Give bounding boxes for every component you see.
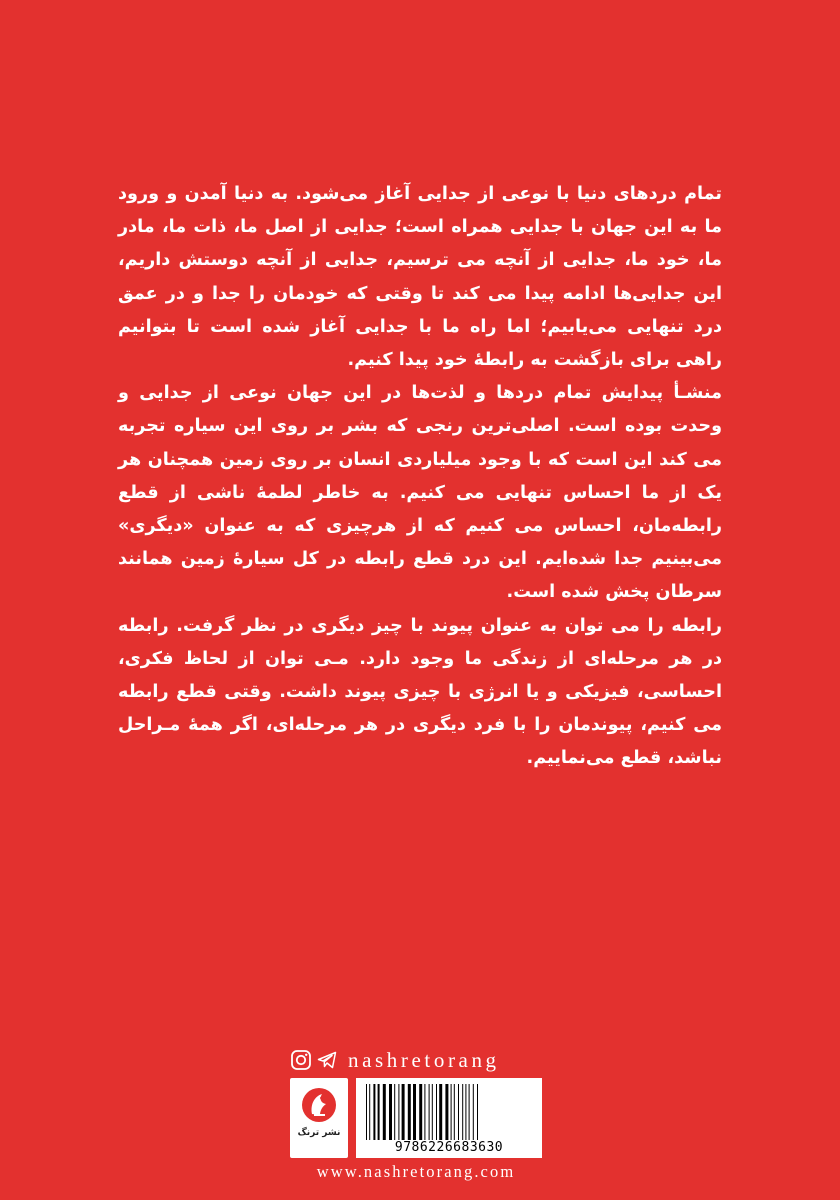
publisher-website: www.nashretorang.com — [316, 1162, 516, 1181]
barcode-bar — [432, 1084, 433, 1140]
barcode-bar — [462, 1084, 463, 1140]
barcode-bar — [389, 1084, 392, 1140]
publisher-info — [290, 1078, 542, 1160]
barcode-bar — [429, 1084, 430, 1140]
barcode-bar — [366, 1084, 367, 1140]
barcode-bar — [451, 1084, 452, 1140]
back-cover-text — [118, 178, 722, 776]
barcode-icon — [364, 1084, 534, 1140]
paragraph-3: رابطه را می توان به عنوان پیوند با چیز دیگری در نظر گرفت. رابطه در هر مرحله‌ای از زندگی ما وجود دارد. مـی توان از لحاظ فکری، احساسی، فیزیکی و یا انرژی با چیزی پیوند داشت. وقتی قطع رابطه می کنیم، پیوندمان را با فرد دیگری در هر مرحله‌ای، اگر همهٔ مـراحل نباشد، قطع می‌نماییم. — [118, 615, 722, 769]
barcode-bar — [439, 1084, 442, 1140]
barcode-bar — [394, 1084, 395, 1140]
barcode-bar — [419, 1084, 422, 1140]
instagram-icon — [290, 1049, 312, 1071]
barcode-bar — [408, 1084, 411, 1140]
isbn-number: 9786226683630 — [394, 1140, 504, 1155]
barcode-bar — [445, 1084, 448, 1140]
paragraph-1: تمام دردهای دنیا با نوعی از جدایی آغاز می‌شود. به دنیا آمدن و ورود ما به این جهان با جدایی همراه است؛ جدایی از اصل ما، ذات ما، مادر ما، خود ما، جدایی از آنچه می ترسیم، جدایی از آنچه دوستش داریم، این جدایی‌ها ادامه پیدا می کند تا وقتی که خودمان را جدا و در عمق درد تنهایی می‌یابیم؛ اما راه ما با جدایی آغاز شده است تا بتوانیم راهی برای بازگشت به رابطهٔ خود پیدا کنیم. — [118, 184, 722, 371]
barcode-bar — [454, 1084, 455, 1140]
barcode-bar — [383, 1084, 386, 1140]
barcode-bar — [402, 1084, 405, 1140]
barcode-bar — [373, 1084, 375, 1140]
barcode-bar — [473, 1084, 474, 1140]
barcode-bar — [465, 1084, 466, 1140]
social-handle: nashretorang — [348, 1047, 500, 1072]
isbn-barcode — [356, 1078, 542, 1158]
barcode-bar — [424, 1084, 425, 1140]
barcode-bar — [436, 1084, 437, 1140]
barcode-bar — [469, 1084, 470, 1140]
barcode-bar — [369, 1084, 370, 1140]
telegram-icon — [316, 1049, 338, 1071]
barcode-bar — [398, 1084, 399, 1140]
paragraph-2: منشـأ پیدایش تمام دردها و لذت‌ها در این جهان نوعی از جدایی و وحدت بوده است. اصلی‌ترین رنجی که بشر بر روی این سیاره تجربه می کند این است که با وجود میلیاردی انسان بر روی زمین همچنان هر یک از ما احساس تنهایی می کنیم. به خاطر لطمهٔ ناشی از قطع رابطه‌مان، احساس می کنیم که از هرچیزی که به عنوان «دیگری» می‌بینیم جدا شده‌ایم. این درد قطع رابطه در کل سیارهٔ زمین همانند سرطان پخش شده است. — [118, 383, 722, 603]
publisher-logo — [290, 1078, 348, 1158]
barcode-bar — [378, 1084, 380, 1140]
barcode-bar — [477, 1084, 478, 1140]
barcode-bar — [458, 1084, 459, 1140]
social-bar — [290, 1046, 540, 1074]
logo-text: نشر ترنگ — [297, 1128, 341, 1138]
barcode-bar — [413, 1084, 416, 1140]
bird-logo-icon — [299, 1084, 339, 1126]
